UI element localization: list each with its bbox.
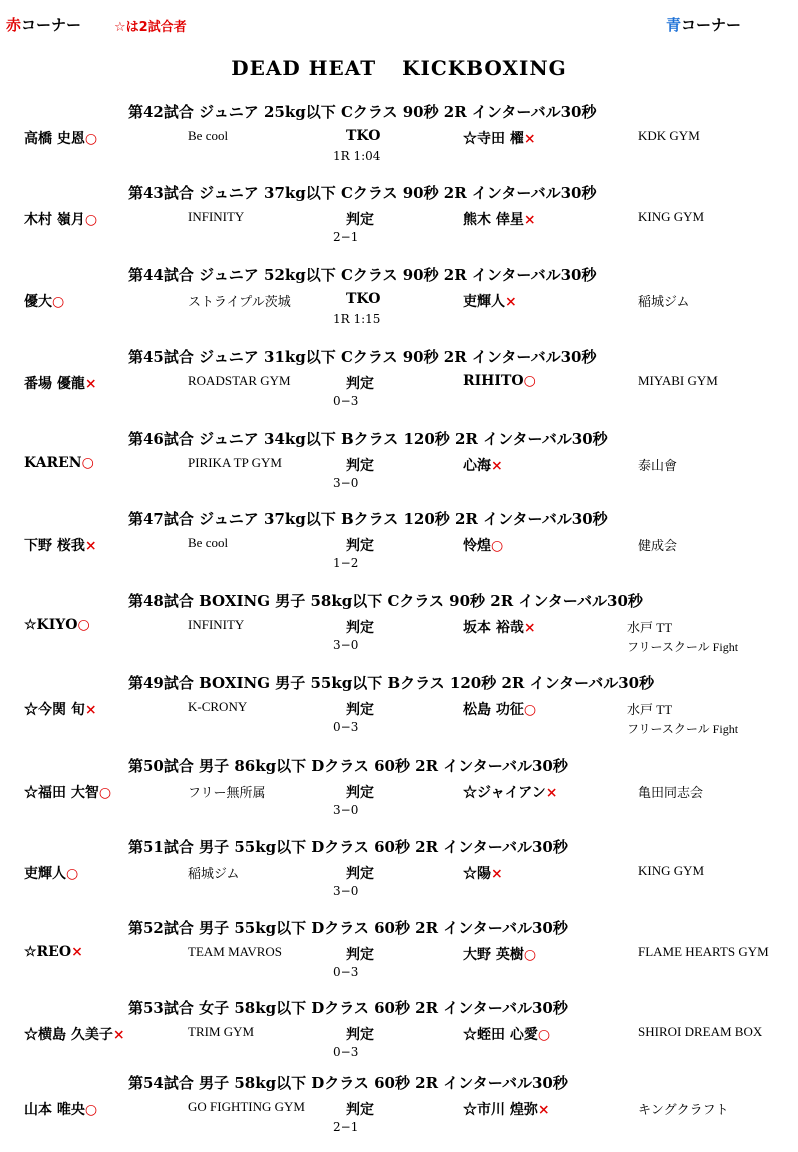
blue-fighter: 大野 英樹○ <box>463 947 537 963</box>
result-method: 判定 <box>346 1027 374 1043</box>
result-detail: 1−2 <box>333 556 359 570</box>
bout-description: 第54試合 男子 58kg以下 Dクラス 60秒 2R インターバル30秒 <box>128 1074 568 1092</box>
blue-fighter: 松島 功征○ <box>463 702 537 718</box>
red-result-mark: ○ <box>98 785 112 801</box>
bout-description: 第43試合 ジュニア 37kg以下 Cクラス 90秒 2R インターバル30秒 <box>128 184 597 202</box>
result-detail: 0−3 <box>333 965 359 979</box>
result-method: TKO <box>346 291 381 307</box>
result-method: 判定 <box>346 376 374 392</box>
blue-gym: KING GYM <box>638 863 705 878</box>
result-method: 判定 <box>346 458 374 474</box>
blue-result-mark: × <box>505 294 517 310</box>
blue-result-mark: ○ <box>537 1027 551 1043</box>
double-bout-note: ☆は2試合者 <box>114 20 187 35</box>
blue-gym-secondary: フリースクール Fight <box>627 722 739 736</box>
bout-description: 第48試合 BOXING 男子 58kg以下 Cクラス 90秒 2R インターバル30秒 <box>128 592 643 610</box>
blue-result-mark: × <box>523 212 536 228</box>
result-detail: 1R 1:15 <box>333 312 381 326</box>
bout-description: 第47試合 ジュニア 37kg以下 Bクラス 120秒 2R インターバル30秒 <box>128 510 608 528</box>
blue-gym: キングクラフト <box>638 1102 729 1117</box>
blue-fighter: 坂本 裕哉× <box>463 620 536 636</box>
red-corner-label: 赤コーナー <box>6 16 82 34</box>
result-detail: 1R 1:04 <box>333 149 381 163</box>
bout-row <box>0 755 798 835</box>
result-detail: 0−3 <box>333 1045 359 1059</box>
result-detail: 0−3 <box>333 720 359 734</box>
bout-description: 第45試合 ジュニア 31kg以下 Cクラス 90秒 2R インターバル30秒 <box>128 348 597 366</box>
blue-result-mark: × <box>491 866 503 882</box>
red-gym: ROADSTAR GYM <box>188 373 291 388</box>
bout-description: 第42試合 ジュニア 25kg以下 Cクラス 90秒 2R インターバル30秒 <box>128 103 597 121</box>
bout-row <box>0 997 798 1077</box>
red-fighter: ☆横島 久美子× <box>24 1027 125 1043</box>
result-method: 判定 <box>346 212 374 228</box>
blue-gym: KING GYM <box>638 209 705 224</box>
blue-fighter: ☆市川 煌弥× <box>463 1102 550 1118</box>
result-detail: 3−0 <box>333 476 359 490</box>
result-method: 判定 <box>346 947 374 963</box>
red-gym: K-CRONY <box>188 699 248 714</box>
result-method: TKO <box>346 128 381 144</box>
result-detail: 2−1 <box>333 230 359 244</box>
red-gym: ストライプル茨城 <box>188 294 291 309</box>
red-gym: TRIM GYM <box>188 1024 255 1039</box>
bout-description: 第53試合 女子 58kg以下 Dクラス 60秒 2R インターバル30秒 <box>128 999 568 1017</box>
red-gym: PIRIKA TP GYM <box>188 455 282 470</box>
blue-gym: 亀田同志会 <box>638 785 704 800</box>
red-result-mark: ○ <box>84 1102 98 1118</box>
red-fighter: ☆REO× <box>24 944 83 960</box>
blue-fighter: RIHITO○ <box>463 373 536 389</box>
blue-result-mark: × <box>491 458 503 474</box>
bout-row <box>0 836 798 916</box>
blue-fighter: 吏輝人× <box>463 294 517 310</box>
blue-fighter: ☆蛭田 心愛○ <box>463 1027 551 1043</box>
result-detail: 3−0 <box>333 803 359 817</box>
blue-gym: 水戸 TT <box>627 702 673 717</box>
red-result-mark: ○ <box>52 294 65 310</box>
red-gym: Be cool <box>188 128 229 143</box>
result-method: 判定 <box>346 785 374 801</box>
red-fighter: ☆福田 大智○ <box>24 785 112 801</box>
bout-row <box>0 917 798 997</box>
red-fighter: 番場 優龍× <box>24 376 97 392</box>
red-fighter: 優大○ <box>24 294 65 310</box>
blue-fighter: 怜煌○ <box>463 538 504 554</box>
blue-result-mark: ○ <box>523 947 537 963</box>
red-result-mark: ○ <box>81 455 94 471</box>
bout-description: 第49試合 BOXING 男子 55kg以下 Bクラス 120秒 2R インターバル30秒 <box>128 674 655 692</box>
red-result-mark: ○ <box>84 212 98 228</box>
blue-fighter: ☆ジャイアン× <box>463 785 558 801</box>
red-result-mark: × <box>84 376 97 392</box>
blue-corner-label: 青コーナー <box>666 16 742 34</box>
red-fighter: 木村 嶺月○ <box>24 212 98 228</box>
blue-result-mark: × <box>545 785 558 801</box>
blue-result-mark: ○ <box>491 538 504 554</box>
result-detail: 0−3 <box>333 394 359 408</box>
bout-row <box>0 672 798 752</box>
blue-fighter: 熊木 倖星× <box>463 212 536 228</box>
result-method: 判定 <box>346 538 374 554</box>
bout-row <box>0 264 798 344</box>
bout-description: 第52試合 男子 55kg以下 Dクラス 60秒 2R インターバル30秒 <box>128 919 568 937</box>
blue-result-mark: × <box>523 131 536 147</box>
bout-description: 第51試合 男子 55kg以下 Dクラス 60秒 2R インターバル30秒 <box>128 838 568 856</box>
red-fighter: 高橋 史恩○ <box>24 131 98 147</box>
red-gym: フリー無所属 <box>188 785 266 800</box>
red-fighter: ☆今関 旬× <box>24 702 97 718</box>
blue-result-mark: ○ <box>523 373 536 389</box>
red-result-mark: × <box>71 944 83 960</box>
bout-row <box>0 1072 798 1152</box>
bout-row <box>0 590 798 670</box>
blue-result-mark: × <box>537 1102 550 1118</box>
bout-row <box>0 182 798 262</box>
red-fighter: 吏輝人○ <box>24 866 79 882</box>
red-gym: TEAM MAVROS <box>188 944 283 959</box>
red-gym: INFINITY <box>188 209 245 224</box>
red-fighter: ☆KIYO○ <box>24 617 90 633</box>
bout-row <box>0 428 798 508</box>
bout-description: 第46試合 ジュニア 34kg以下 Bクラス 120秒 2R インターバル30秒 <box>128 430 608 448</box>
red-fighter: 下野 桜我× <box>24 538 97 554</box>
result-method: 判定 <box>346 620 374 636</box>
red-result-mark: × <box>84 702 97 718</box>
blue-gym: FLAME HEARTS GYM <box>638 944 769 959</box>
red-gym: 稲城ジム <box>188 866 240 881</box>
blue-result-mark: ○ <box>523 702 537 718</box>
result-detail: 3−0 <box>333 884 359 898</box>
red-result-mark: ○ <box>77 617 90 633</box>
blue-gym: KDK GYM <box>638 128 700 143</box>
blue-gym: SHIROI DREAM BOX <box>638 1024 763 1039</box>
red-result-mark: × <box>84 538 97 554</box>
result-method: 判定 <box>346 702 374 718</box>
bout-description: 第50試合 男子 86kg以下 Dクラス 60秒 2R インターバル30秒 <box>128 757 568 775</box>
red-gym: GO FIGHTING GYM <box>188 1099 305 1114</box>
red-fighter: 山本 唯央○ <box>24 1102 98 1118</box>
bout-row <box>0 346 798 426</box>
bout-description: 第44試合 ジュニア 52kg以下 Cクラス 90秒 2R インターバル30秒 <box>128 266 597 284</box>
blue-fighter: ☆寺田 櫂× <box>463 131 536 147</box>
bout-row <box>0 508 798 588</box>
red-result-mark: ○ <box>66 866 79 882</box>
red-result-mark: ○ <box>84 131 98 147</box>
page-title: DEAD HEAT KICKBOXING <box>231 56 567 80</box>
bout-row <box>0 101 798 181</box>
blue-result-mark: × <box>523 620 536 636</box>
result-detail: 3−0 <box>333 638 359 652</box>
result-detail: 2−1 <box>333 1120 359 1134</box>
red-gym: Be cool <box>188 535 229 550</box>
red-fighter: KAREN○ <box>24 455 94 471</box>
blue-gym-secondary: フリースクール Fight <box>627 640 739 654</box>
blue-gym: 健成会 <box>638 538 678 553</box>
red-result-mark: × <box>112 1027 125 1043</box>
blue-gym: 稲城ジム <box>638 294 690 309</box>
blue-gym: 水戸 TT <box>627 620 673 635</box>
blue-gym: MIYABI GYM <box>638 373 718 388</box>
result-method: 判定 <box>346 1102 374 1118</box>
blue-fighter: 心海× <box>463 458 503 474</box>
blue-gym: 泰山會 <box>638 458 678 473</box>
red-gym: INFINITY <box>188 617 245 632</box>
result-method: 判定 <box>346 866 374 882</box>
blue-fighter: ☆陽× <box>463 866 503 882</box>
